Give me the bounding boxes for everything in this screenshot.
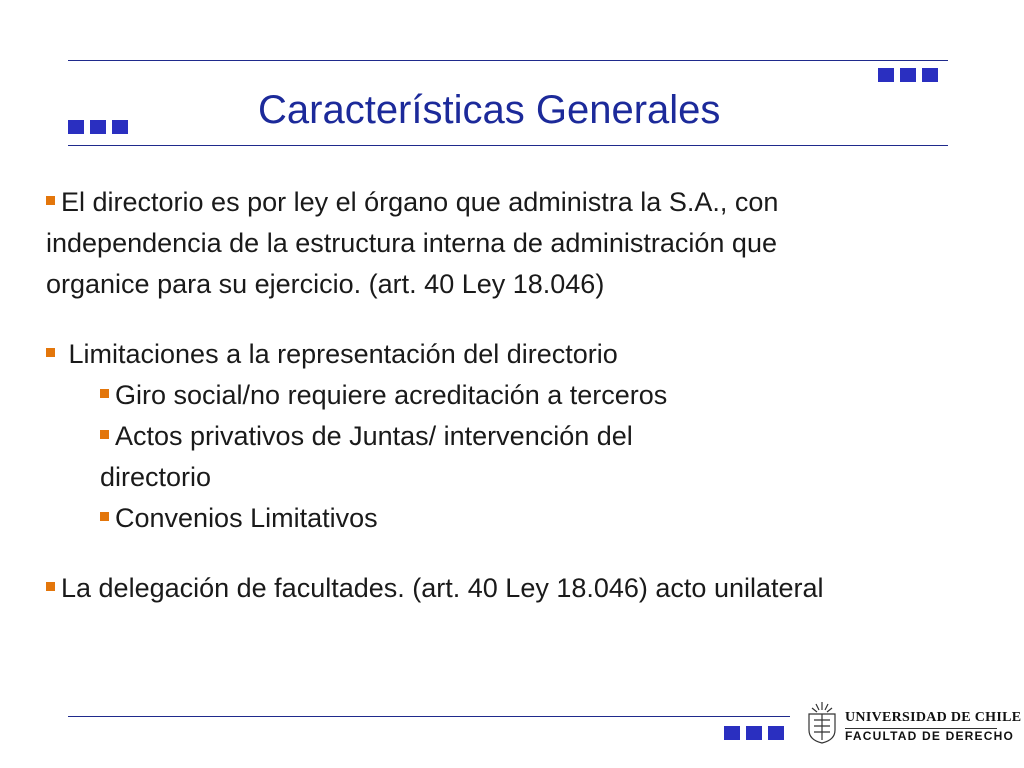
square-bullet-icon [100, 389, 109, 398]
paragraph-line: El directorio es por ley el órgano que administra la S.A., con [61, 187, 779, 217]
sub-item-text: Convenios Limitativos [115, 503, 378, 533]
decor-square [768, 726, 784, 740]
decor-square [900, 68, 916, 82]
slide-body [46, 182, 946, 609]
bottom-rule [68, 716, 790, 717]
decor-square [746, 726, 762, 740]
decor-square [922, 68, 938, 82]
slide-title: Características Generales [258, 88, 721, 132]
square-bullet-icon [100, 512, 109, 521]
paragraph-text: La delegación de facultades. (art. 40 Ley 18.046) acto unilateral [61, 573, 824, 603]
logo-line-university: UNIVERSIDAD DE CHILE [845, 710, 1022, 725]
sub-item-text: Giro social/no requiere acreditación a terceros [115, 380, 668, 410]
paragraph-line: independencia de la estructura interna de administración que [46, 228, 777, 258]
square-bullet-icon [46, 348, 55, 357]
sub-item-text: Actos privativos de Juntas/ intervención del [115, 421, 633, 451]
top-rule [68, 60, 948, 61]
top-right-squares [878, 68, 938, 82]
title-underline [68, 145, 948, 146]
paragraph-directorio [46, 182, 946, 305]
sub-item-convenios [46, 498, 946, 539]
sub-item-giro [46, 375, 946, 416]
decor-square [878, 68, 894, 82]
spacer [46, 305, 946, 334]
limitaciones-heading [46, 334, 946, 375]
sub-item-text: directorio [100, 462, 212, 492]
spacer [46, 539, 946, 568]
bottom-squares [724, 726, 784, 740]
logo-line-faculty: FACULTAD DE DERECHO [845, 729, 1015, 743]
paragraph-line: organice para su ejercicio. (art. 40 Ley 18.046) [46, 269, 605, 299]
paragraph-delegacion [46, 568, 946, 609]
decor-square [724, 726, 740, 740]
sub-item-actos [46, 416, 946, 498]
university-logo [803, 700, 1022, 746]
decor-square [68, 120, 84, 134]
decor-square [112, 120, 128, 134]
heading-text: Limitaciones a la representación del directorio [61, 339, 618, 369]
square-bullet-icon [46, 196, 55, 205]
left-title-squares [68, 120, 128, 134]
university-seal-icon [805, 700, 839, 744]
square-bullet-icon [46, 582, 55, 591]
square-bullet-icon [100, 430, 109, 439]
decor-square [90, 120, 106, 134]
